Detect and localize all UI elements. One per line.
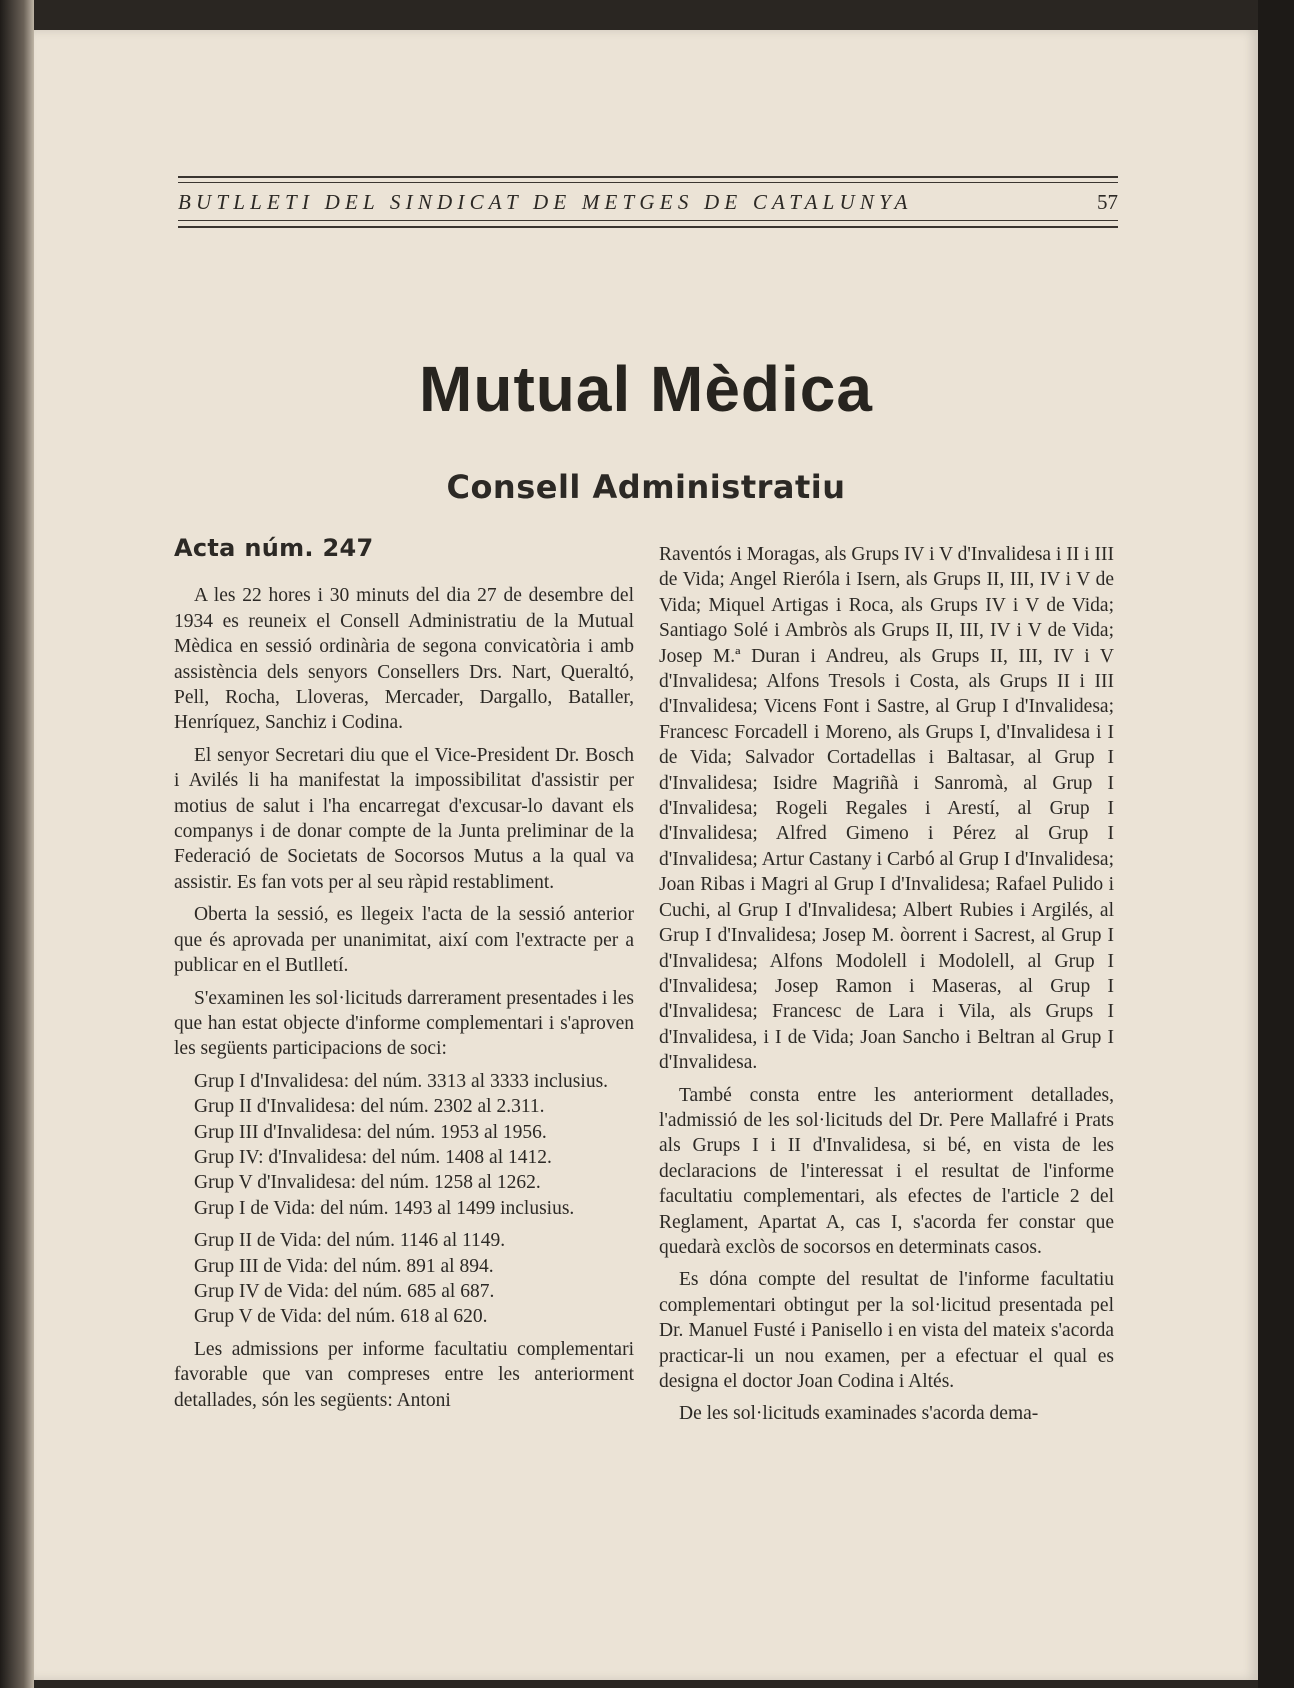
list-item: Grup III de Vida: del núm. 891 al 894.	[194, 1255, 494, 1277]
list-item: Grup IV: d'Invalidesa: del núm. 1408 al 1412.	[194, 1146, 552, 1168]
list-item: Grup V de Vida: del núm. 618 al 620.	[194, 1306, 488, 1328]
paragraph: El senyor Secretari diu que el Vice-President Dr. Bosch i Avilés li ha manifestat la impossibilitat d'assistir per motius de salut i l'ha encarregat d'excusar-lo davant els companys i de donar compte de la Junta preliminar de la Federació de Societats de Socorsos Mutus a la qual va assistir. Es fan vots per al seu ràpid restabliment.	[174, 744, 634, 893]
scan-top-edge	[0, 0, 1294, 30]
paragraph: Oberta la sessió, es llegeix l'acta de la sessió anterior que és aprovada per unanimitat, així com l'extracte per a publicar en el Butlletí.	[174, 904, 634, 977]
list-item: Grup I d'Invalidesa: del núm. 3313 al 3333 inclusius.	[194, 1070, 609, 1092]
list-item: Grup II de Vida: del núm. 1146 al 1149.	[194, 1230, 506, 1252]
article-title: Mutual Mèdica	[419, 353, 873, 425]
article-subtitle: Consell Administratiu	[446, 468, 846, 506]
right-column	[659, 542, 1114, 1434]
paragraph: A les 22 hores i 30 minuts del dia 27 de desembre del 1934 es reuneix el Consell Administratiu de la Mutual Mèdica en sessió ordinària de segona convicatòria i amb assistència dels senyors Consellers Drs. Nart, Queraltó, Pell, Rocha, Lloveras, Mercader, Dargallo, Bataller, Henríquez, Sanchiz i Codina.	[174, 585, 634, 734]
header-rule	[178, 182, 1118, 183]
paragraph: De les sol·licituds examinades s'acorda dema-	[679, 1403, 1039, 1425]
page	[34, 30, 1258, 1680]
paragraph: Les admissions per informe facultatiu complementari favorable que van compreses entre les anteriorment detallades, són les següents: Antoni	[174, 1338, 634, 1411]
left-column	[174, 536, 634, 1420]
paragraph: S'examinen les sol·licituds darrerament presentades i les que han estat objecte d'informe complementari i s'aproven les següents participacions de soci:	[174, 987, 634, 1060]
paragraph: Es dóna compte del resultat de l'informe facultatiu complementari obtingut per la sol·licitud presentada pel Dr. Manuel Fusté i Panisello i en vista del mateix s'acorda practicar-li un nou examen, per a efectuar el qual es designa el doctor Joan Codina i Altés.	[659, 1269, 1114, 1392]
header-rule	[178, 220, 1118, 221]
running-header	[178, 176, 1118, 230]
running-title: BUTLLETI DEL SINDICAT DE METGES DE CATALUNYA	[178, 190, 913, 214]
group-list-vida	[174, 1228, 634, 1330]
act-heading: Acta núm. 247	[174, 534, 374, 562]
paragraph: Raventós i Moragas, als Grups IV i V d'Invalidesa i II i III de Vida; Angel Rieróla i Isern, als Grups II, III, IV i V de Vida; Miquel Artigas i Roca, als Grups IV i V de Vida; Santiago Solé i Ambròs als Grups II, III, IV i V de Vida; Josep M.ª Duran i Andreu, als Grups II, III, IV i V d'Invalidesa; Alfons Tresols i Costa, als Grups II i III d'Invalidesa; Vicens Font i Sastre, al Grup I d'Invalidesa; Francesc Forcadell i Moreno, als Grups I, d'Invalidesa i I de Vida; Salvador Cortadellas i Baltasar, al Grup I d'Invalidesa; Isidre Magriñà i Sanromà, al Grup I d'Invalidesa; Rogeli Regales i Arestí, al Grup I d'Invalidesa; Alfred Gimeno i Pérez al Grup I d'Invalidesa; Artur Castany i Carbó al Grup I d'Invalidesa; Joan Ribas i Magri al Grup I d'Invalidesa; Rafael Pulido i Cuchi, al Grup I d'Invalidesa; Albert Rubies i Argilés, al Grup I d'Invalidesa; Josep M. òorrent i Sacrest, al Grup I d'Invalidesa; Alfons Modolell i Modolell, al Grup I d'Invalidesa; Josep Ramon i Maseras, al Grup I d'Invalidesa; Francesc de Lara i Vila, als Grups I d'Invalidesa, i I de Vida; Joan Sancho i Beltran al Grup I d'Invalidesa.	[659, 544, 1114, 1074]
list-item: Grup V d'Invalidesa: del núm. 1258 al 1262.	[194, 1172, 541, 1194]
header-rule	[178, 176, 1118, 178]
scan-binding-shadow	[0, 0, 34, 1688]
group-list-invalidesa	[174, 1069, 634, 1221]
paragraph: També consta entre les anteriorment detallades, l'admissió de les sol·licituds del Dr. Pere Mallafré i Prats als Grups I i II d'Invalidesa, si bé, en vista de les declaracions de l'interessat i el resultat de l'informe facultatiu complementari, als efectes de l'article 2 del Reglament, Apartat A, cas I, s'acorda fer constar que quedarà exclòs de socorsos en determinats casos.	[659, 1084, 1114, 1258]
list-item: Grup III d'Invalidesa: del núm. 1953 al 1956.	[194, 1121, 547, 1143]
list-item: Grup II d'Invalidesa: del núm. 2302 al 2.311.	[194, 1096, 545, 1118]
list-item: Grup I de Vida: del núm. 1493 al 1499 inclusius.	[194, 1197, 575, 1219]
list-item: Grup IV de Vida: del núm. 685 al 687.	[194, 1280, 495, 1302]
page-number: 57	[1097, 190, 1118, 214]
header-rule	[178, 226, 1118, 228]
scan-right-edge	[1258, 0, 1294, 1688]
